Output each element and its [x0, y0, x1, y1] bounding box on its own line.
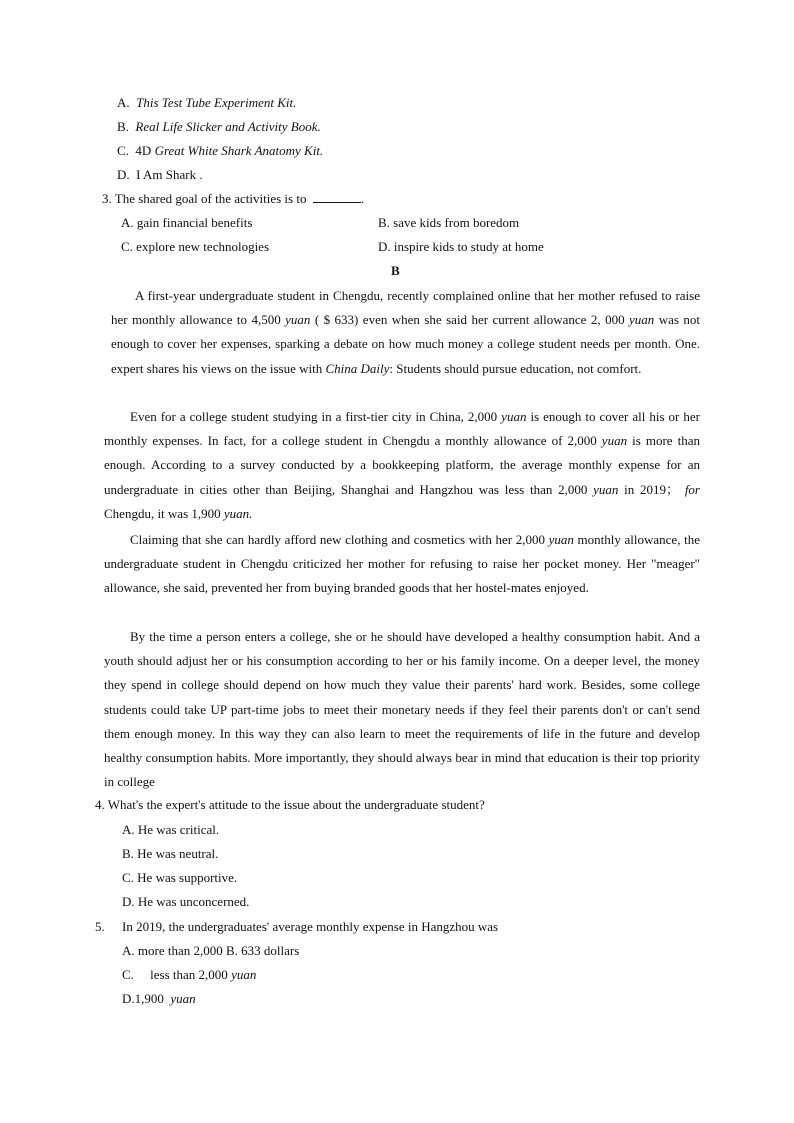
text-segment: ( $ 633) even when she said her current allowance 2, 000	[310, 312, 629, 328]
option-prefix: 4D	[135, 143, 155, 158]
option-letter: B.	[117, 119, 129, 134]
q2-option-d	[117, 167, 203, 183]
italic-text-segment: yuan.	[223, 505, 253, 521]
text-segment: is enough to cover all his or her monthly expenses. In fact, for a college student in Chengdu a monthly allowance of 2,000	[104, 409, 700, 449]
q4-option-a: A. He was critical.	[122, 822, 220, 837]
option-unit: yuan	[231, 967, 257, 982]
italic-text-segment: yuan	[548, 532, 574, 547]
option-text: D.1,900	[122, 991, 171, 1006]
q2-option-a	[117, 95, 296, 111]
question-4-stem: 4. What's the expert's attitude to the issue about the undergraduate student?	[95, 797, 485, 812]
text-segment: By the time a person enters a college, she or he should have developed a healthy consumption habit. And a youth should adjust her or his consumption according to her or his family income. On a deeper level, the money they spend in college should depend on how much they value their parents' hard work. Besides, some college students could take UP part-time jobs to meet their monetary needs if they feel their parents don't or can't send them enough money. In this way they can also learn to meet the requirements of life in the future and develop healthy consumption habits. More importantly, they should always bear in mind that education is their top priority in college	[104, 629, 700, 790]
q3-option-d: D. inspire kids to study at home	[378, 239, 544, 254]
option-unit: yuan	[170, 991, 196, 1006]
q2-option-b	[117, 119, 321, 135]
option-text: Real Life Slicker and Activity Book.	[135, 119, 321, 134]
italic-text-segment: yuan	[501, 409, 527, 424]
text-segment: Chengdu, it was 1,900	[104, 505, 224, 521]
text-segment: Even for a college student studying in a first-tier city in China, 2,000	[130, 409, 502, 424]
passage-paragraph	[111, 284, 700, 381]
italic-text-segment: yuan	[601, 433, 628, 449]
text-segment: : Students should pursue education, not comfort.	[389, 360, 642, 376]
question-3-stem	[102, 191, 364, 207]
italic-text-segment: yuan	[285, 312, 311, 328]
option-letter: D.	[117, 167, 130, 182]
italic-text-segment: China Daily	[325, 360, 390, 376]
option-text: I Am Shark .	[136, 167, 203, 182]
answer-blank	[313, 191, 361, 203]
passage-paragraph	[104, 528, 700, 601]
italic-text-segment: yuan	[629, 312, 655, 328]
q3-option-a: A. gain financial benefits	[121, 215, 253, 230]
text-segment: A first-year undergraduate student in Chengdu, recently complained online that her mother refused to raise her monthly allowance to 4,500	[111, 288, 700, 328]
q3-option-c: C. explore new technologies	[121, 239, 270, 254]
question-5-stem: In 2019, the undergraduates' average monthly expense in Hangzhou was	[122, 919, 499, 934]
text-segment: was not enough to cover her expenses, sparking a debate on how much money a college student needs per month. One. expert shares his views on the issue with	[111, 312, 700, 376]
text-segment: Claiming that she can hardly afford new clothing and cosmetics with her 2,000	[130, 532, 549, 547]
q4-option-d: D. He was unconcerned.	[122, 894, 250, 909]
q3-option-b: B. save kids from boredom	[378, 215, 520, 230]
option-text: Great White Shark Anatomy Kit.	[154, 143, 324, 158]
text-segment: monthly allowance, the undergraduate student in Chengdu criticized her mother for refusing to raise her pocket money. Her "meager" allowance, she said, prevented her from buying branded goods that her hostel-mates enjoyed.	[104, 532, 700, 596]
question-5-number: 5.	[95, 919, 105, 934]
option-letter: C.	[117, 143, 129, 158]
text-segment: in 2019；	[618, 481, 685, 497]
q4-option-b: B. He was neutral.	[122, 846, 219, 861]
q5-option-a-b: A. more than 2,000 B. 633 dollars	[122, 943, 300, 958]
italic-text-segment: yuan	[593, 481, 619, 497]
q5-option-c	[122, 967, 256, 983]
option-letter: A.	[117, 95, 130, 110]
passage-paragraph	[104, 625, 700, 794]
italic-text-segment: for	[684, 481, 700, 497]
option-text: C. less than 2,000	[122, 967, 232, 982]
stem-end: .	[360, 191, 365, 206]
stem-text: 3. The shared goal of the activities is to	[102, 191, 307, 206]
passage-paragraph	[104, 405, 700, 526]
option-text: This Test Tube Experiment Kit.	[136, 95, 297, 110]
q4-option-c: C. He was supportive.	[122, 870, 238, 885]
q2-option-c	[117, 143, 323, 159]
section-heading: B	[391, 263, 400, 278]
text-segment: is more than enough. According to a survey conducted by a bookkeeping platform, the average monthly expense for an undergraduate in cities other than Beijing, Shanghai and Hangzhou was less than 2,000	[104, 433, 700, 497]
q5-option-d	[122, 991, 196, 1007]
